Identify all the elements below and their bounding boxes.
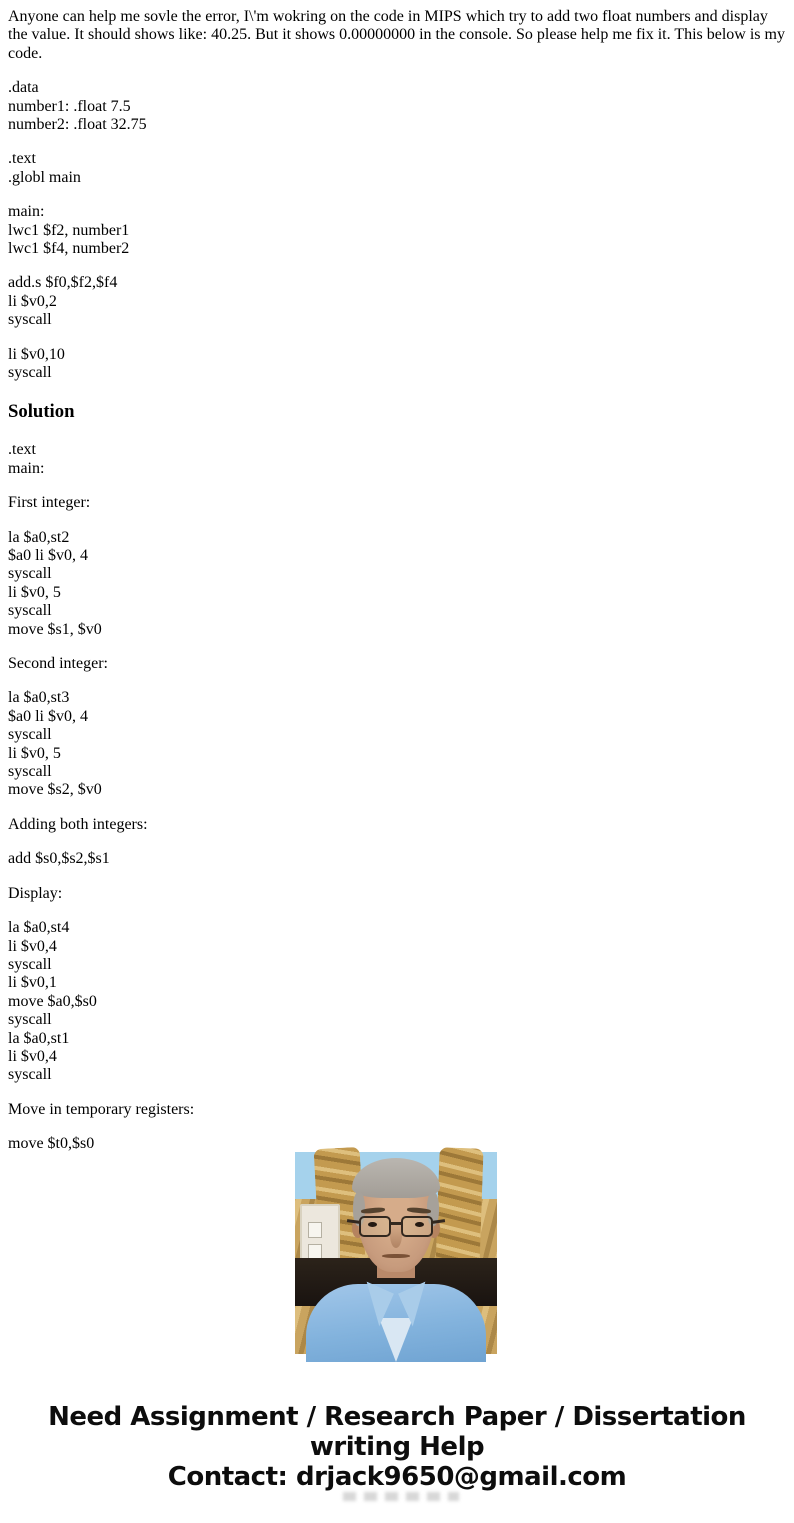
code-block: Display:: [8, 884, 63, 902]
avatar-nose: [390, 1222, 402, 1248]
code-block: Move in temporary registers:: [8, 1100, 195, 1118]
code-block: li $v0,10 syscall: [8, 345, 65, 382]
code-block: First integer:: [8, 494, 91, 512]
footer-line-1: Need Assignment / Research Paper / Dissertation: [48, 1402, 746, 1432]
footer-contact-email: Contact: drjack9650@gmail.com: [167, 1462, 627, 1492]
avatar-shirt: [306, 1284, 486, 1362]
question-code: [8, 79, 786, 382]
footer-line-2: writing Help: [309, 1432, 485, 1462]
question-intro: Anyone can help me sovle the error, I\'m wokring on the code in MIPS which try to add two float numbers and display the value. It should shows like: 40.25. But it shows 0.00000000 in the console. So please help me fix it. This below is my code.: [8, 8, 785, 62]
solution-heading: Solution: [8, 401, 75, 423]
avatar-eye-left: [368, 1222, 377, 1227]
code-block: la $a0,st3 $a0 li $v0, 4 syscall li $v0, 5 syscall move $s2, $v0: [8, 689, 102, 799]
code-block: .data number1: .float 7.5 number2: .float 32.75: [8, 79, 147, 134]
code-block: main: lwc1 $f2, number1 lwc1 $f4, number2: [8, 203, 130, 258]
watermark-artifact: [343, 1492, 459, 1501]
avatar-shirt-vneck: [379, 1318, 413, 1362]
code-block: Second integer:: [8, 655, 108, 673]
footer-banner: [0, 1402, 794, 1492]
code-block: .text main:: [8, 441, 45, 477]
code-block: .text .globl main: [8, 150, 81, 186]
person-avatar: [295, 1152, 497, 1354]
code-block: la $a0,st2 $a0 li $v0, 4 syscall li $v0, 5 syscall move $s1, $v0: [8, 528, 102, 638]
avatar-switch-plate: [308, 1222, 322, 1238]
solution-code: [8, 441, 786, 1153]
code-block: move $t0,$s0: [8, 1135, 95, 1153]
avatar-mouth: [382, 1254, 410, 1258]
code-block: add.s $f0,$f2,$f4 li $v0,2 syscall: [8, 274, 118, 329]
code-block: add $s0,$s2,$s1: [8, 850, 110, 868]
code-block: la $a0,st4 li $v0,4 syscall li $v0,1 move $a0,$s0 syscall la $a0,st1 li $v0,4 syscall: [8, 919, 97, 1084]
avatar-eye-right: [415, 1222, 424, 1227]
code-block: Adding both integers:: [8, 815, 148, 833]
